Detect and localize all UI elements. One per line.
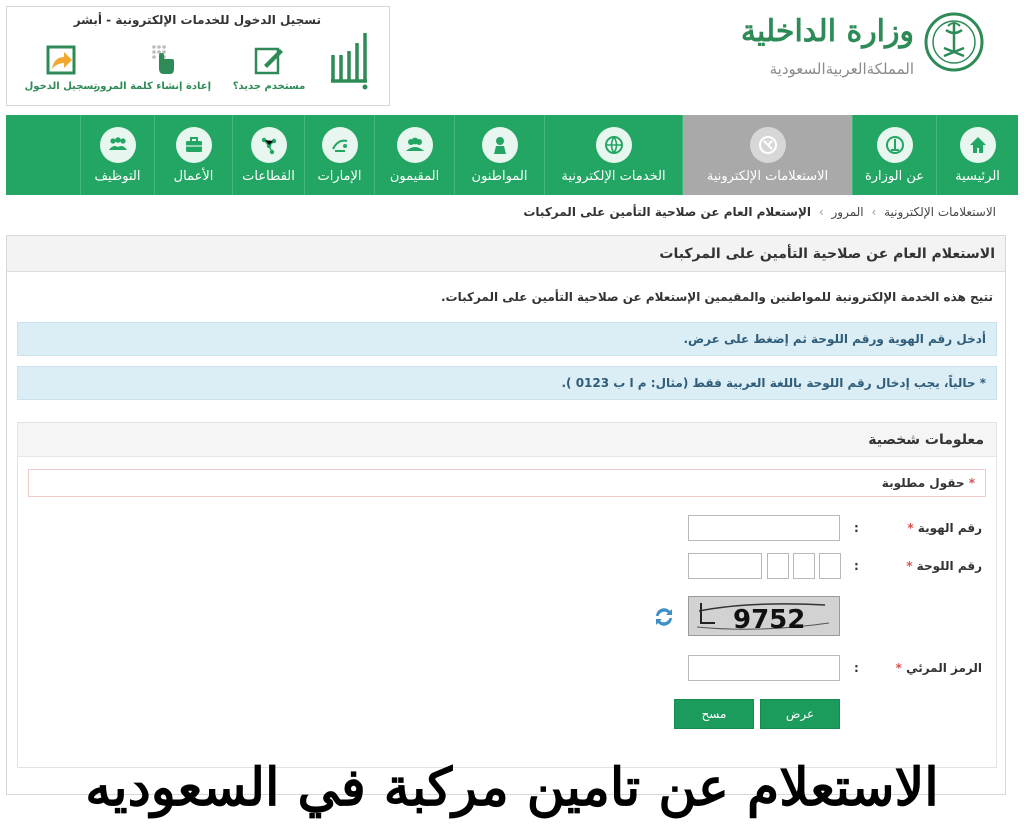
plate-number-digits-input[interactable] [688, 553, 762, 579]
nav-label-business: الأعمال [173, 169, 214, 184]
ministry-subtitle: المملكةالعربيةالسعودية [769, 60, 914, 78]
nav-item-eservices[interactable] [544, 115, 682, 195]
nav-item-home[interactable] [936, 115, 1018, 195]
inquiry-icon [750, 127, 786, 163]
new-user-label: مستخدم جديد؟ [232, 81, 306, 92]
new-user-button[interactable] [221, 43, 317, 103]
refresh-captcha-icon[interactable] [652, 605, 676, 629]
ministry-name: وزارة الداخلية [740, 14, 914, 49]
captcha-label-text: الرمز المرئي [906, 661, 982, 675]
required-mark: * [895, 661, 902, 675]
section-title: معلومات شخصية [868, 432, 984, 448]
nav-item-inquiries[interactable] [682, 115, 852, 195]
absher-logo-icon [325, 25, 371, 95]
nav-label-sectors: القطاعات [242, 169, 295, 184]
id-number-input[interactable] [688, 515, 840, 541]
nav-label-employment: التوظيف [94, 169, 141, 184]
plate-letter-2-input[interactable] [793, 553, 815, 579]
breadcrumb [523, 205, 996, 219]
captcha-text: 9752 [733, 605, 806, 635]
personal-info-section [17, 422, 997, 768]
colon: : [854, 559, 859, 573]
nav-item-about[interactable] [852, 115, 936, 195]
required-mark: * [906, 559, 913, 573]
nav-item-citizens[interactable] [454, 115, 544, 195]
captcha-noise [689, 597, 840, 636]
main-navigation [6, 115, 1018, 195]
reset-password-label: إعادة إنشاء كلمة المرور [94, 81, 211, 92]
nav-label-home: الرئيسية [955, 169, 1000, 184]
nav-item-residents[interactable] [374, 115, 454, 195]
colon: : [854, 521, 859, 535]
required-mark: * [907, 521, 914, 535]
site-header [0, 0, 1024, 112]
service-description: تتيح هذه الخدمة الإلكترونية للمواطنين والمقيمين الإستعلام عن صلاحية التأمين على المركبات. [440, 290, 993, 304]
sectors-icon [251, 127, 287, 163]
login-icon [44, 43, 78, 77]
nav-item-sectors[interactable] [232, 115, 304, 195]
required-mark: * [968, 476, 975, 490]
breadcrumb-traffic[interactable]: المرور [831, 205, 864, 219]
colon: : [854, 661, 859, 675]
required-fields-label: حقول مطلوبة [881, 476, 965, 490]
nav-label-about: عن الوزارة [864, 169, 925, 184]
reset-password-icon [146, 43, 180, 77]
id-number-label-text: رقم الهوية [917, 521, 982, 535]
breadcrumb-inquiries[interactable]: الاستعلامات الإلكترونية [884, 205, 996, 219]
absher-title: تسجيل الدخول للخدمات الإلكترونية - أبشر [73, 13, 321, 27]
clear-button[interactable]: مسح [674, 699, 754, 729]
nav-label-residents: المقيمون [389, 169, 440, 184]
briefcase-icon [176, 127, 212, 163]
login-button[interactable] [13, 43, 109, 103]
section-header [18, 423, 996, 457]
nav-label-citizens: المواطنون [471, 169, 528, 184]
reset-password-button[interactable] [94, 43, 211, 103]
citizen-icon [482, 127, 518, 163]
home-icon [960, 127, 996, 163]
ministry-logo[interactable] [694, 8, 984, 88]
nav-item-emirates[interactable] [304, 115, 374, 195]
page-title: الاستعلام العام عن صلاحية التأمين على المركبات [659, 246, 995, 262]
panel-header [7, 236, 1005, 272]
plate-letter-1-input[interactable] [767, 553, 789, 579]
captcha-image [688, 596, 840, 636]
image-caption: الاستعلام عن تامين مركبة في السعوديه [85, 757, 939, 818]
saudi-emblem-icon [924, 12, 984, 72]
nav-label-inquiries: الاستعلامات الإلكترونية [706, 169, 829, 184]
nav-label-eservices: الخدمات الإلكترونية [561, 169, 666, 184]
submit-button[interactable]: عرض [760, 699, 840, 729]
new-user-icon [252, 43, 286, 77]
breadcrumb-current: الإستعلام العام عن صلاحية التأمين على المركبات [523, 205, 812, 219]
nav-item-business[interactable] [154, 115, 232, 195]
login-label: تسجيل الدخول [24, 81, 98, 92]
id-number-label [907, 521, 982, 535]
breadcrumb-separator: › [818, 205, 824, 219]
employment-icon [100, 127, 136, 163]
plate-number-label [906, 559, 982, 573]
nav-item-employment[interactable] [80, 115, 154, 195]
inquiry-panel [6, 235, 1006, 795]
plate-letter-3-input[interactable] [819, 553, 841, 579]
breadcrumb-separator: › [871, 205, 877, 219]
captcha-input[interactable] [688, 655, 840, 681]
globe-icon [596, 127, 632, 163]
plate-number-label-text: رقم اللوحة [916, 559, 982, 573]
captcha-label [896, 661, 982, 675]
required-fields-note [28, 469, 986, 497]
emblem-icon [877, 127, 913, 163]
absher-login-box [6, 6, 390, 106]
instruction-box: أدخل رقم الهوية ورقم اللوحة ثم إضغط على عرض. [17, 322, 997, 356]
nav-label-emirates: الإمارات [317, 169, 362, 184]
residents-icon [397, 127, 433, 163]
emirates-icon [322, 127, 358, 163]
plate-language-note: * حالياً، يجب إدخال رقم اللوحة باللغة العربية فقط (مثال: م ا ب 0123 ). [17, 366, 997, 400]
